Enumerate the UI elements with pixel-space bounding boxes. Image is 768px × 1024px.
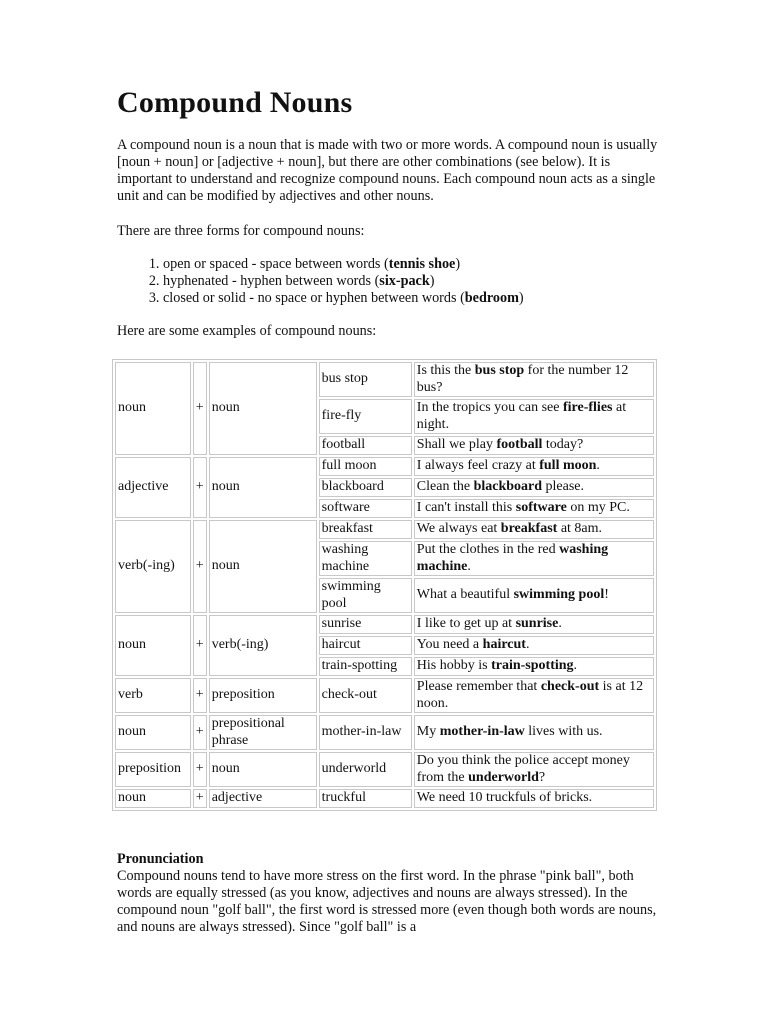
sentence-compound: mother-in-law [439, 724, 525, 740]
form-example: bedroom [464, 290, 519, 306]
plus-sign: + [193, 520, 207, 613]
pattern-first: noun [115, 715, 191, 750]
form-item [163, 256, 663, 273]
sentence-start: We need 10 [416, 790, 487, 806]
example-sentence [414, 541, 654, 576]
pattern-second: noun [209, 520, 317, 613]
example-sentence [414, 399, 654, 434]
sentence-start: Put the clothes in the red [416, 542, 560, 557]
compound-word: washing machine [319, 541, 412, 576]
sentence-compound: blackboard [473, 479, 543, 495]
table-row [115, 362, 654, 397]
example-sentence [414, 615, 654, 634]
table-row [115, 715, 654, 750]
sentence-start: In the tropics you can see [416, 400, 563, 415]
compound-word: fire-fly [319, 399, 412, 434]
sentence-compound: breakfast [500, 521, 558, 537]
sentence-start: I like to get up at [416, 616, 516, 632]
example-sentence [414, 678, 654, 713]
form-example: tennis shoe [388, 256, 456, 272]
sentence-start: I can't install this [416, 500, 516, 516]
example-sentence [414, 789, 654, 808]
sentence-end: today? [542, 437, 584, 453]
pattern-first: noun [115, 615, 191, 676]
sentence-compound: underworld [468, 769, 539, 785]
sentence-start: Is this the [416, 363, 475, 378]
plus-sign: + [193, 362, 207, 455]
sentence-end: at night. [416, 400, 627, 432]
sentence-start: Do you think the police accept money from the [416, 753, 630, 785]
forms-list [117, 256, 663, 307]
sentence-compound: haircut [482, 637, 526, 653]
compound-word: football [319, 436, 412, 455]
pattern-second: preposition [209, 678, 317, 713]
example-sentence [414, 436, 654, 455]
example-sentence [414, 457, 654, 476]
pattern-first: verb [115, 678, 191, 713]
sentence-compound: swimming pool [513, 587, 605, 603]
form-close: ) [518, 290, 524, 306]
sentence-compound: fire-flies [562, 400, 613, 415]
sentence-compound: check-out [540, 679, 600, 694]
sentence-start: Please remember that [416, 679, 541, 694]
pattern-first: noun [115, 362, 191, 455]
form-text: closed or solid - no space or hyphen between words ( [163, 290, 465, 306]
sentence-end: . [596, 458, 600, 474]
example-sentence [414, 657, 654, 676]
pattern-second: verb(-ing) [209, 615, 317, 676]
example-sentence [414, 520, 654, 539]
page-title: Compound Nouns [117, 86, 353, 119]
sentence-compound: software [515, 500, 567, 516]
form-item [163, 273, 663, 290]
pattern-second: noun [209, 752, 317, 787]
example-sentence [414, 752, 654, 787]
compound-word: breakfast [319, 520, 412, 539]
sentence-end: truckfuls of bricks. [486, 790, 593, 806]
plus-sign: + [193, 615, 207, 676]
sentence-start: My [416, 724, 440, 740]
compound-word: haircut [319, 636, 412, 655]
sentence-compound: sunrise [515, 616, 559, 632]
plus-sign: + [193, 752, 207, 787]
sentence-compound: football [496, 437, 543, 453]
sentence-end: . [467, 558, 471, 574]
compound-word: software [319, 499, 412, 518]
sentence-end: lives with us. [524, 724, 603, 740]
sentence-end: please. [542, 479, 585, 495]
example-sentence [414, 362, 654, 397]
examples-intro: Here are some examples of compound nouns: [117, 323, 377, 339]
plus-sign: + [193, 457, 207, 518]
plus-sign: + [193, 678, 207, 713]
pattern-second: noun [209, 457, 317, 518]
compound-word: bus stop [319, 362, 412, 397]
form-text: open or spaced - space between words ( [163, 256, 389, 272]
table-row [115, 678, 654, 713]
sentence-start: His hobby is [416, 658, 492, 674]
compound-word: sunrise [319, 615, 412, 634]
sentence-start: We always eat [416, 521, 501, 537]
pattern-first: noun [115, 789, 191, 808]
pattern-first: adjective [115, 457, 191, 518]
intro-paragraph: A compound noun is a noun that is made with two or more words. A compound noun is usually [noun + noun] or [adjective + noun], but there are other combinations (see below). It is important to understand and recognize compound nouns. Each compound noun acts as a single unit and can be modified by adjectives and other nouns. [117, 137, 658, 204]
example-sentence [414, 499, 654, 518]
pronunciation-heading: Pronunciation [117, 851, 204, 867]
sentence-start: You need a [416, 637, 483, 653]
sentence-end: ! [604, 587, 609, 603]
sentence-compound: train-spotting [491, 658, 574, 674]
sentence-end: . [558, 616, 562, 632]
example-sentence [414, 578, 654, 613]
forms-intro: There are three forms for compound nouns: [117, 223, 365, 239]
sentence-end: . [525, 637, 530, 653]
compound-word: blackboard [319, 478, 412, 497]
example-sentence [414, 715, 654, 750]
table-row [115, 752, 654, 787]
compound-word: swimming pool [319, 578, 412, 613]
pattern-first: verb(-ing) [115, 520, 191, 613]
example-sentence [414, 636, 654, 655]
form-example: six-pack [379, 273, 430, 289]
sentence-start: Shall we play [416, 437, 497, 453]
form-text: hyphenated - hyphen between words ( [163, 273, 380, 289]
sentence-start: Clean the [416, 479, 474, 495]
table-row [115, 457, 654, 476]
sentence-compound: bus stop [474, 363, 525, 378]
form-close: ) [455, 256, 461, 272]
sentence-compound: full moon [539, 458, 597, 474]
table-row [115, 520, 654, 539]
plus-sign: + [193, 789, 207, 808]
sentence-end: on my PC. [566, 500, 630, 516]
compound-word: underworld [319, 752, 412, 787]
pattern-second: noun [209, 362, 317, 455]
pattern-second: adjective [209, 789, 317, 808]
compound-word: mother-in-law [319, 715, 412, 750]
sentence-compound: washing machine [416, 542, 609, 574]
table-row [115, 615, 654, 634]
sentence-end: ? [538, 769, 546, 785]
compound-word: full moon [319, 457, 412, 476]
example-sentence [414, 478, 654, 497]
compound-word: train-spotting [319, 657, 412, 676]
compound-word: truckful [319, 789, 412, 808]
form-item [163, 290, 663, 307]
pattern-first: preposition [115, 752, 191, 787]
sentence-start: What a beautiful [416, 587, 514, 603]
pronunciation-paragraph: Compound nouns tend to have more stress on the first word. In the phrase "pink ball", both words are equally stressed (as you know, adjectives and nouns are always stressed). In the compound noun "golf ball", the first word is stressed more (even though both words are nouns, and nouns are always stressed). Since "golf ball" is a [117, 868, 657, 935]
examples-table [112, 359, 657, 811]
compound-word: check-out [319, 678, 412, 713]
pattern-second: prepositional phrase [209, 715, 317, 750]
sentence-end: is at 12 noon. [416, 679, 644, 711]
sentence-start: I always feel crazy at [416, 458, 540, 474]
table-row [115, 789, 654, 808]
form-close: ) [429, 273, 435, 289]
sentence-end: . [573, 658, 578, 674]
sentence-end: at 8am. [557, 521, 603, 537]
plus-sign: + [193, 715, 207, 750]
sentence-end: for the number 12 bus? [416, 363, 629, 395]
